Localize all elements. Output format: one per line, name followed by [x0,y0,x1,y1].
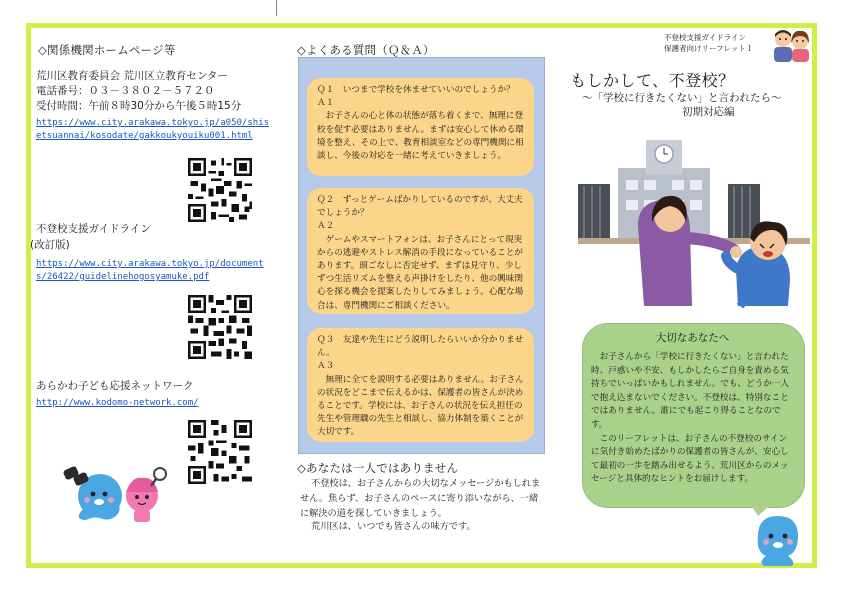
org1-phone: 電話番号：０３－３８０２－５７２０ [36,85,215,97]
leaflet-number-label: 保護者向けリーフレット１ [664,44,754,53]
org3-name: あらかわ子ども応援ネットワーク [36,380,194,392]
leaflet-title: もしかして、不登校？ [570,71,735,90]
faq-heading: ◇よくある質問（Ｑ＆Ａ） [297,43,435,57]
links-heading: ◇関係機関ホームページ等 [38,43,176,57]
fold-mark [276,0,277,16]
mascot-character-icon [752,512,804,566]
leaflet-subtitle: ～「学校に行きたくない」と言われたら～ [582,92,782,104]
org3-link[interactable]: http://www.kodomo-network.com/ [36,398,199,408]
faq-question-1: Ｑ１ いつまで学校を休ませていいのでしょうか？ [317,85,515,95]
faq-item-3 [307,328,534,442]
mascot-characters-illustration [60,452,175,524]
parents-icon [770,28,812,62]
leaflet-edition: 初期対応編 [682,106,735,118]
org2-link[interactable]: https://www.city.arakawa.tokyo.jp/documents/26422/guidelinehogosyamuke.pdf [36,259,264,282]
message-body [591,351,795,487]
message-paragraph-1: お子さんから「学校に行きたくない」と言われた時、戸惑いや不安、もしかしたらご自身を責める気持ちでいっぱいかもしれません。でも、どうか一人で抱え込まないでください。不登校は、特別なことではありません。誰にでも起こり得ることなのです。 [591,352,790,430]
not-alone-body: 不登校は、お子さんからの大切なメッセージかもしれません。焦らず、お子さんのペースに寄り添いながら、一緒に解決の道を探していきましょう。 [300,478,541,519]
guideline-label: 不登校支援ガイドライン [664,33,747,42]
org1-qr-code[interactable] [188,158,252,222]
not-alone-closing: 荒川区は、いつでも皆さんの味方です。 [311,521,476,532]
faq-answer-label-2: Ａ２ [317,221,335,232]
org2-note: (改訂版) [30,239,70,251]
faq-item-1 [307,78,534,176]
faq-answer-label-1: Ａ１ [317,98,335,109]
message-title: 大切なあなたへ [655,332,730,344]
org1-hours: 受付時間：午前８時30分から午後５時15分 [36,100,242,112]
faq-answer-label-3: Ａ３ [317,361,335,372]
message-paragraph-2: このリーフレットは、お子さんの不登校のサインに気付き始めたばかりの保護者の皆さんが、安心して最初の一歩を踏み出せるよう、荒川区からのメッセージと具体的なヒントをお届けします。 [591,433,789,485]
faq-answer-1: お子さんの心と体の状態が落ち着くまで、無理に登校を促す必要はありません。まずは安心して休める環境を整え、その上で、教育相談室などの専門機関に相談し、今後の対応を一緒に考えていきましょう。 [317,111,524,162]
faq-item-2 [307,188,534,314]
not-alone-heading: ◇あなたは一人ではありません [297,461,459,475]
org3-qr-code[interactable] [188,420,252,484]
faq-answer-2: ゲームやスマートフォンは、お子さんにとって現実からの逃避やストレス解消の手段になっていることがあります。頭ごなしに否定せず、まずは見守り、少しずつ生活リズムを整える声掛けをしたり、他の興味関心を探る機会を提案したりしてみましょう。心配な場合は、専門機関にご相談ください。 [317,234,524,311]
org2-qr-code[interactable] [188,295,252,359]
leaflet-series-label [664,32,753,54]
faq-answer-3: 無理に全てを説明する必要はありません。お子さんの状況をどこまで伝えるかは、保護者の皆さんが決めることです。学校には、お子さんの状況を伝え担任の先生や管理職の先生と相談し、協力体制を築くことが大切です。 [317,374,524,438]
faq-question-2: Ｑ２ ずっとゲームばかりしているのですが、大丈夫でしょうか？ [317,195,523,219]
org1-name: 荒川区教育委員会 荒川区立教育センター [36,70,228,82]
org2-name: 不登校支援ガイドライン [36,223,151,235]
faq-question-3: Ｑ３ 友達や先生にどう説明したらいいか分かりません。 [317,335,524,359]
school-refusal-illustration [578,130,810,315]
org1-link[interactable]: https://www.city.arakawa.tokyo.jp/a050/shisetsuannai/kosodate/gakkoukyouiku001.html [36,118,269,141]
